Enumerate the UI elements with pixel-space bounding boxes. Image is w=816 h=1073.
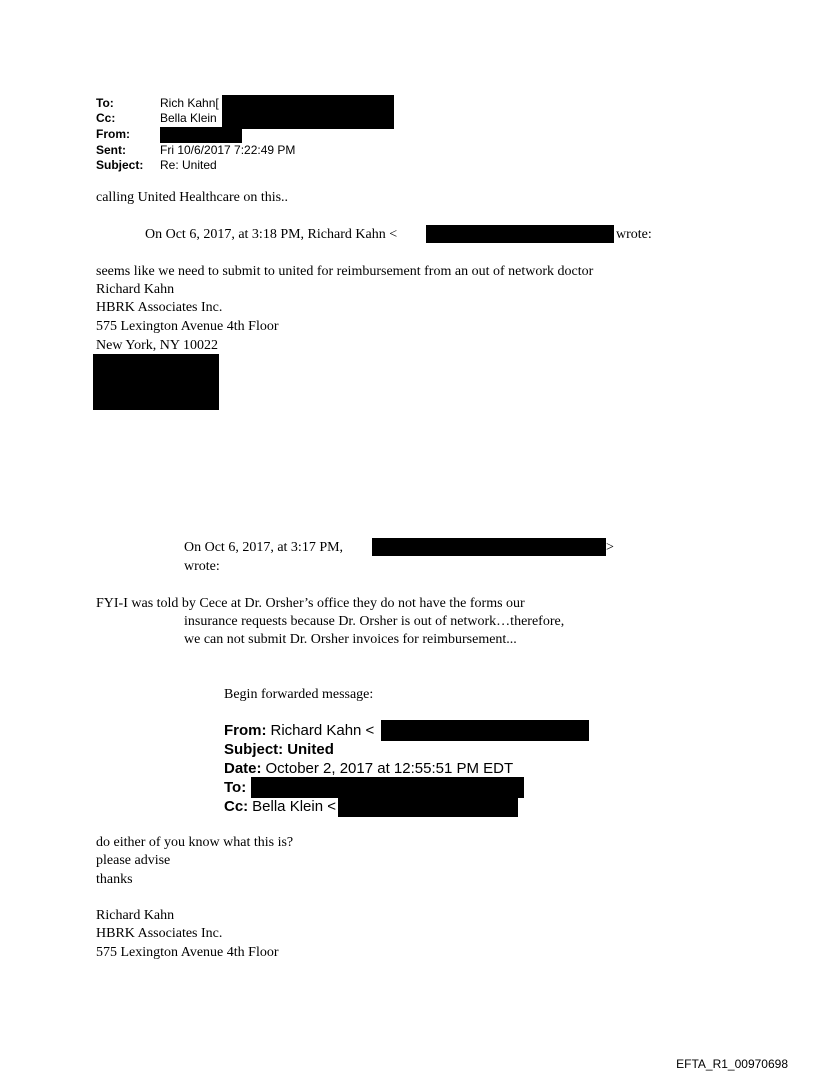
- fwd-from-value: Richard Kahn <: [270, 722, 375, 739]
- redaction-fwd-cc: [338, 797, 518, 817]
- fwd-cc-value: Bella Klein <: [252, 798, 336, 815]
- message-body: calling United Healthcare on this..: [96, 190, 289, 205]
- signature-name: Richard Kahn: [96, 908, 175, 923]
- fwd-to-line: [224, 779, 246, 797]
- quote2-line: insurance requests because Dr. Orsher is out of network…therefore,: [184, 614, 565, 629]
- quote2-line: we can not submit Dr. Orsher invoices for reimbursement...: [184, 632, 517, 647]
- quote2-intro-end: >: [606, 540, 614, 555]
- signature-city: New York, NY 10022: [96, 338, 218, 353]
- redaction-fwd-to: [251, 777, 524, 798]
- document-id: EFTA_R1_00970698: [676, 1057, 788, 1071]
- fwd-date-value: October 2, 2017 at 12:55:51 PM EDT: [265, 760, 514, 777]
- message3-line: please advise: [96, 853, 171, 868]
- fwd-from-label: From:: [224, 722, 267, 739]
- fwd-cc-line: [224, 798, 336, 816]
- quote1-intro: On Oct 6, 2017, at 3:18 PM, Richard Kahn <: [145, 227, 398, 242]
- fwd-date-line: [224, 760, 513, 778]
- redaction-signature-block: [93, 354, 219, 410]
- to-value: Rich Kahn[: [160, 96, 219, 110]
- redaction-quote2-sender: [372, 538, 606, 556]
- signature-address: 575 Lexington Avenue 4th Floor: [96, 945, 279, 960]
- fwd-subject-label: Subject:: [224, 741, 284, 758]
- fwd-subject-line: [224, 741, 334, 759]
- signature-address: 575 Lexington Avenue 4th Floor: [96, 319, 279, 334]
- redaction-header-to-cc: [222, 95, 394, 129]
- quote2-line: FYI-I was told by Cece at Dr. Orsher’s office they do not have the forms our: [96, 596, 525, 611]
- to-label: To:: [96, 96, 114, 110]
- cc-label: Cc:: [96, 111, 116, 125]
- redaction-quote1-email: [426, 225, 614, 243]
- quote2-wrote: wrote:: [184, 559, 220, 574]
- message3-line: do either of you know what this is?: [96, 835, 294, 850]
- redaction-header-from: [160, 127, 242, 143]
- subject-value: Re: United: [160, 158, 217, 172]
- signature-company: HBRK Associates Inc.: [96, 300, 223, 315]
- quote1-line: seems like we need to submit to united for reimbursement from an out of network doctor: [96, 264, 594, 279]
- cc-value: Bella Klein: [160, 111, 217, 125]
- message3-line: thanks: [96, 872, 133, 887]
- subject-label: Subject:: [96, 158, 144, 172]
- redaction-fwd-from: [381, 720, 589, 741]
- fwd-from-line: [224, 722, 374, 740]
- from-label: From:: [96, 127, 130, 141]
- fwd-cc-label: Cc:: [224, 798, 249, 815]
- sent-value: Fri 10/6/2017 7:22:49 PM: [160, 143, 296, 157]
- fwd-date-label: Date:: [224, 760, 262, 777]
- fwd-to-label: To:: [224, 779, 247, 796]
- fwd-subject-value: United: [287, 741, 334, 758]
- signature-company: HBRK Associates Inc.: [96, 926, 223, 941]
- sent-label: Sent:: [96, 143, 126, 157]
- signature-name: Richard Kahn: [96, 282, 175, 297]
- quote2-intro: On Oct 6, 2017, at 3:17 PM,: [184, 540, 344, 555]
- quote1-wrote: wrote:: [616, 227, 652, 242]
- forwarded-intro: Begin forwarded message:: [224, 687, 374, 702]
